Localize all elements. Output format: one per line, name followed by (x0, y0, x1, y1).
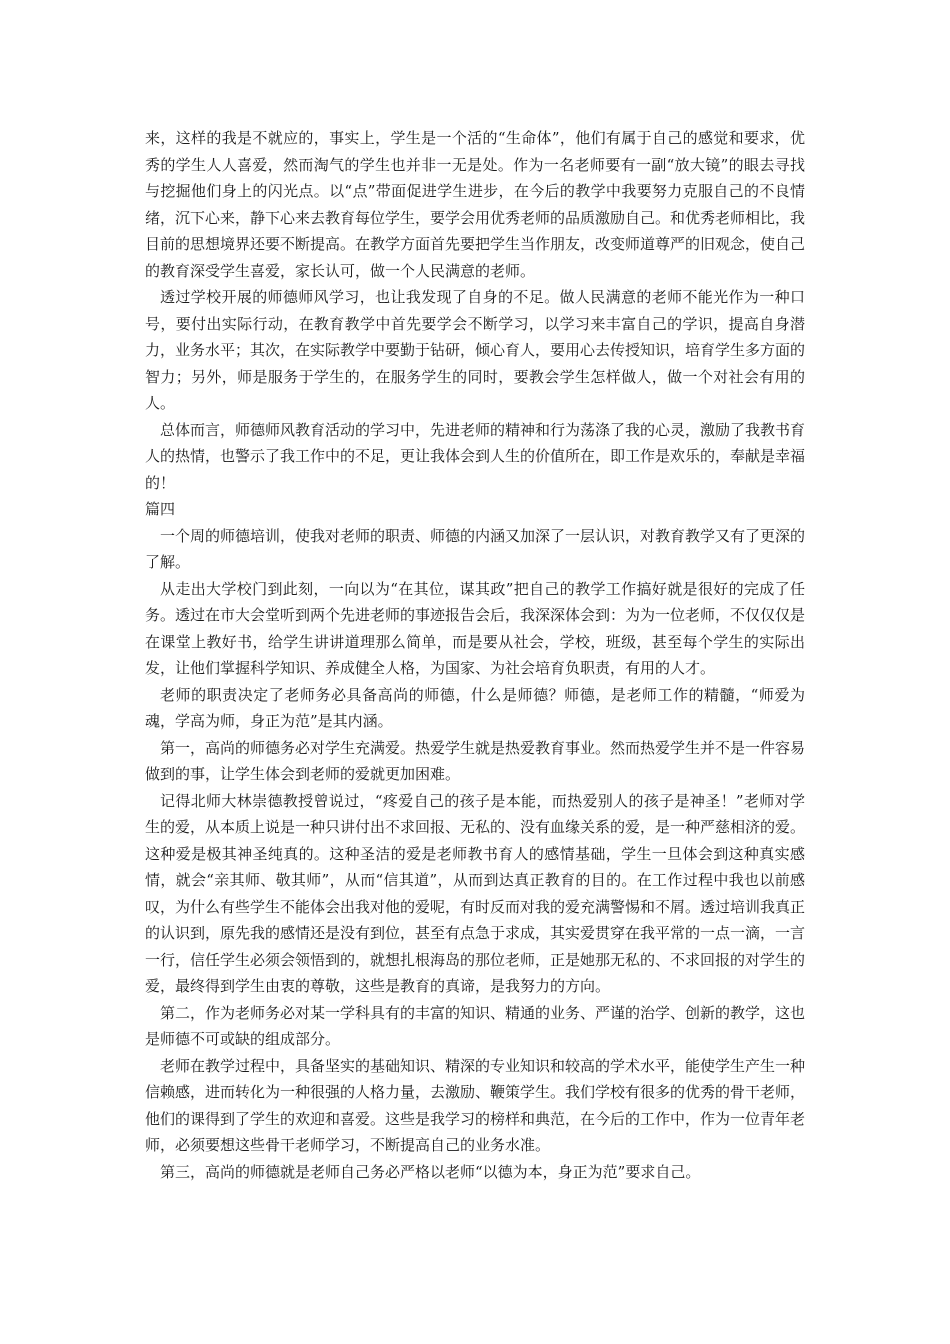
document-page (145, 125, 805, 1185)
paragraph: 老师的职责决定了老师务必具备高尚的师德，什么是师德？师德，是老师工作的精髓，“师爱为魂，学高为师，身正为范”是其内涵。 (145, 685, 805, 730)
paragraph: 第一，高尚的师德务必对学生充满爱。热爱学生就是热爱教育事业。然而热爱学生并不是一件容易做到的事，让学生体会到老师的爱就更加困难。 (145, 738, 806, 783)
paragraph: 总体而言，师德师风教育活动的学习中，先进老师的精神和行为荡涤了我的心灵，激励了我教书育人的热情，也警示了我工作中的不足，更让我体会到人生的价值所在，即工作是欢乐的，奉献是幸福的！ (145, 420, 806, 492)
paragraph: 来，这样的我是不就应的，事实上，学生是一个活的“生命体”，他们有属于自己的感觉和要求，优秀的学生人人喜爱，然而淘气的学生也并非一无是处。作为一名老师要有一副“放大镜”的眼去寻找与挖掘他们身上的闪光点。以“点”带面促进学生进步，在今后的教学中我要努力克服自己的不良情绪，沉下心来，静下心来去教育每位学生，要学会用优秀老师的品质激励自己。和优秀老师相比，我目前的思想境界还要不断提高。在教学方面首先要把学生当作朋友，改变师道尊严的旧观念，使自己的教育深受学生喜爱，家长认可，做一个人民满意的老师。 (145, 129, 806, 280)
paragraph: 透过学校开展的师德师风学习，也让我发现了自身的不足。做人民满意的老师不能光作为一种口号，要付出实际行动，在教育教学中首先要学会不断学习，以学习来丰富自己的学识，提高自身潜力，业务水平；其次，在实际教学中要勤于钻研，倾心育人，要用心去传授知识，培育学生多方面的智力；另外，师是服务于学生的，在服务学生的同时，要教会学生怎样做人，做一个对社会有用的人。 (145, 288, 806, 412)
paragraph: 第三，高尚的师德就是老师自己务必严格以老师“以德为本，身正为范”要求自己。 (160, 1162, 701, 1181)
section-heading: 篇四 (145, 500, 176, 518)
paragraph: 老师在教学过程中，具备坚实的基础知识、精深的专业知识和较高的学术水平，能使学生产生一种信赖感，进而转化为一种很强的人格力量，去激励、鞭策学生。我们学校有很多的优秀的骨干老师，他们的课得到了学生的欢迎和喜爱。这些是我学习的榜样和典范，在今后的工作中，作为一位青年老师，必须要想这些骨干老师学习，不断提高自己的业务水准。 (145, 1056, 806, 1154)
paragraph: 一个周的师德培训，使我对老师的职责、师德的内涵又加深了一层认识，对教育教学又有了更深的了解。 (145, 526, 806, 571)
paragraph: 第二，作为老师务必对某一学科具有的丰富的知识、精通的业务、严谨的治学、创新的教学，这也是师德不可或缺的组成部分。 (145, 1003, 806, 1048)
paragraph: 从走出大学校门到此刻，一向以为“在其位，谋其政”把自己的教学工作搞好就是很好的完成了任务。透过在市大会堂听到两个先进老师的事迹报告会后，我深深体会到：为为一位老师，不仅仅仅是在课堂上教好书，给学生讲讲道理那么简单，而是要从社会，学校，班级，甚至每个学生的实际出发，让他们掌握科学知识、养成健全人格，为国家、为社会培育负职责，有用的人才。 (145, 579, 806, 677)
paragraph: 记得北师大林崇德教授曾说过，“疼爱自己的孩子是本能，而热爱别人的孩子是神圣！”老师对学生的爱，从本质上说是一种只讲付出不求回报、无私的、没有血缘关系的爱，是一种严慈相济的爱。这种爱是极其神圣纯真的。这种圣洁的爱是老师教书育人的感情基础，学生一旦体会到这种真实感情，就会“亲其师、敬其师”，从而“信其道”，从而到达真正教育的目的。在工作过程中我也以前感叹，为什么有些学生不能体会出我对他的爱呢，有时反而对我的爱充满警惕和不屑。透过培训我真正的认识到，原先我的感情还是没有到位，甚至有点急于求成，其实爱贯穿在我平常的一点一滴，一言一行，信任学生必须会领悟到的，就想扎根海岛的那位老师，正是她那无私的、不求回报的对学生的爱，最终得到学生由衷的尊敬，这些是教育的真谛，是我努力的方向。 (145, 791, 806, 995)
